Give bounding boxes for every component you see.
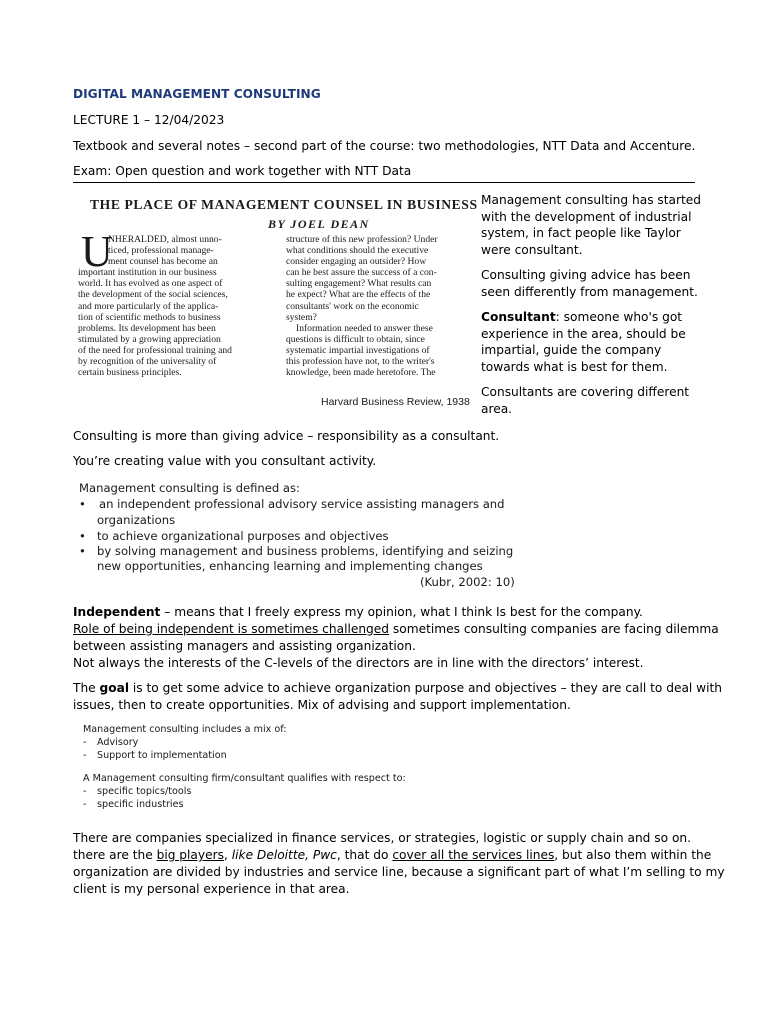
interests-line: Not always the interests of the C-levels of the directors are in line with the directors’ interest. bbox=[73, 656, 644, 670]
article-column-1: NHERALDED, almost unno- ticed, professional manage- ment counsel has become an important institution in our business world. It has evolved as one aspect of the development of the social sciences, and more particularly of the applica- tion of scientific methods to business problems. Its development has been stimulated by a growing appreciation of the need for professional training and by recognition of the universality of certain business principles. bbox=[78, 234, 232, 379]
side-note-advice: Consulting giving advice has been seen differently from management. bbox=[481, 268, 698, 299]
independent-term: Independent bbox=[73, 605, 161, 619]
bullet-icon: • bbox=[79, 497, 86, 511]
exam-line: Exam: Open question and work together with NTT Data bbox=[73, 164, 412, 178]
article-author: BY JOEL DEAN bbox=[268, 217, 370, 231]
value-paragraph: You’re creating value with you consultant activity. bbox=[73, 454, 377, 468]
consultant-term: Consultant bbox=[481, 310, 556, 324]
goal-term: goal bbox=[99, 681, 130, 695]
article-scan-image bbox=[78, 192, 478, 416]
lecture-line: LECTURE 1 – 12/04/2023 bbox=[73, 113, 225, 127]
side-note-consultant: Consultant: someone who's got experience in the area, should be impartial, guide the company towards what is best for them. bbox=[481, 310, 686, 374]
challenged-line-2: between assisting managers and assisting organization. bbox=[73, 639, 416, 653]
side-note-history: Management consulting has started with the development of industrial system, in fact people like Taylor were consultant. bbox=[481, 193, 702, 257]
dash-icon: - bbox=[83, 750, 87, 761]
article-title: THE PLACE OF MANAGEMENT COUNSEL IN BUSINESS bbox=[90, 197, 478, 212]
definition-slide-image: Management consulting is defined as: • an independent professional advisory service assisting managers and organizations • to achieve organizational purposes and objectives • by solving management and business problems, identifying and seizing new opportunities, enhancing learning and implementing changes (Kubr, 2002: 10) bbox=[79, 481, 515, 589]
services-lines-underlined: cover all the services lines bbox=[392, 848, 555, 862]
horizontal-rule bbox=[73, 182, 695, 183]
definition-citation: (Kubr, 2002: 10) bbox=[420, 575, 515, 589]
goal-paragraph: The goal is to get some advice to achieve organization purpose and objectives – they are call to deal with bbox=[73, 681, 723, 695]
bullet-icon: • bbox=[79, 544, 86, 558]
challenged-line: Role of being independent is sometimes challenged sometimes consulting companies are facing dilemma bbox=[73, 622, 719, 636]
textbook-line: Textbook and several notes – second part of the course: two methodologies, NTT Data and Accenture. bbox=[73, 139, 696, 153]
advice-paragraph: Consulting is more than giving advice – responsibility as a consultant. bbox=[73, 429, 500, 443]
challenged-underlined: Role of being independent is sometimes challenged bbox=[73, 622, 390, 636]
mix-heading: Management consulting includes a mix of: bbox=[83, 724, 287, 735]
definition-heading: Management consulting is defined as: bbox=[79, 481, 300, 495]
side-note-areas: Consultants are covering different area. bbox=[481, 385, 690, 416]
deloitte-pwc-italic: like Deloitte, Pwc bbox=[231, 848, 337, 862]
dash-icon: - bbox=[83, 799, 87, 810]
dash-icon: - bbox=[83, 737, 87, 748]
big-players-line: there are the big players, like Deloitte, Pwc, that do cover all the services lines, but also them within the bbox=[73, 848, 712, 862]
client-line: client is my personal experience in that area. bbox=[73, 882, 350, 896]
big-players-underlined: big players bbox=[156, 848, 224, 862]
article-column-2: structure of this new profession? Under what conditions should the executive consider engaging an outsider? How can he best assure the success of a con- sulting engagement? What results can he expect? What are the effects of the consultants' work on the economic system? Information needed to answer these questions is difficult to obtain, since systematic impartial investigations of this profession have not, to the writer's knowledge, been made heretofore. The bbox=[286, 234, 438, 379]
document-title: DIGITAL MANAGEMENT CONSULTING bbox=[73, 87, 321, 101]
goal-line-2: issues, then to create opportunities. Mix of advising and support implementation. bbox=[73, 698, 571, 712]
qualifies-heading: A Management consulting firm/consultant qualifies with respect to: bbox=[83, 773, 406, 784]
bullet-icon: • bbox=[79, 529, 86, 543]
organization-line: organization are divided by industries and service line, because a significant part of what I’m selling to my bbox=[73, 865, 725, 879]
dash-icon: - bbox=[83, 786, 87, 797]
companies-paragraph: There are companies specialized in finance services, or strategies, logistic or supply chain and so on. bbox=[73, 831, 692, 845]
independent-paragraph: Independent – means that I freely express my opinion, what I think Is best for the company. bbox=[73, 605, 643, 619]
article-source: Harvard Business Review, 1938 bbox=[321, 396, 470, 408]
article-dropcap: U bbox=[81, 227, 113, 276]
mix-slide-image: Management consulting includes a mix of: - Advisory - Support to implementation A Management consulting firm/consultant qualifies with respect to: - specific topics/tools - specific industries bbox=[83, 724, 406, 810]
